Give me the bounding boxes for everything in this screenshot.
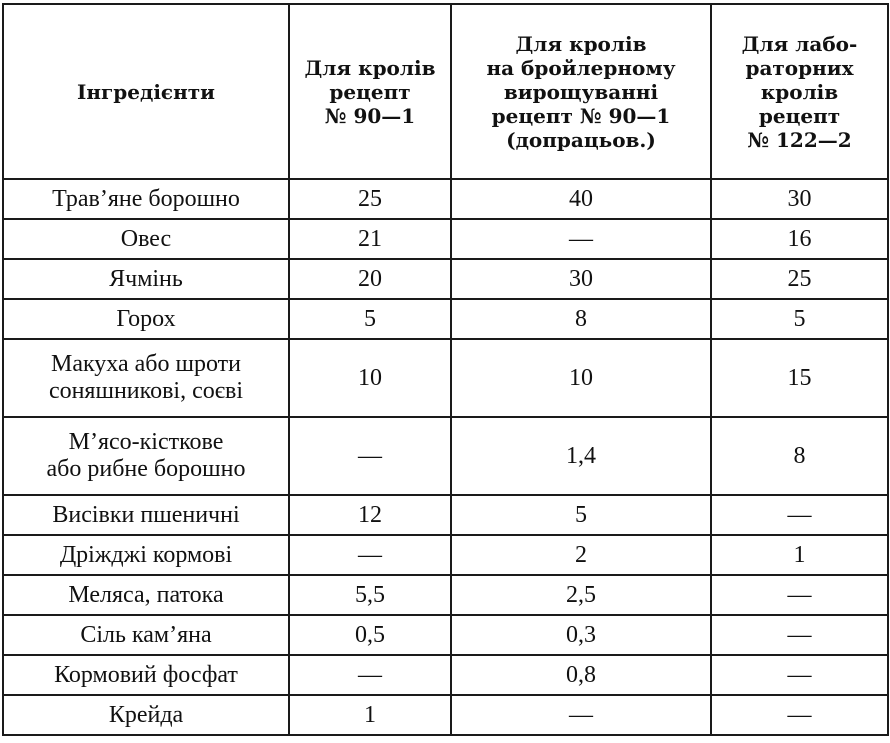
recipe-122-2-value: — [711, 695, 888, 735]
recipe-122-2-value: — [711, 575, 888, 615]
ingredient-name: Трав’яне борошно [3, 179, 289, 219]
table-row [3, 417, 888, 495]
ingredient-name: Крейда [3, 695, 289, 735]
recipe-90-1-broiler-value: 30 [451, 259, 711, 299]
recipe-90-1-value: — [289, 535, 451, 575]
ingredient-name: Висівки пшеничні [3, 495, 289, 535]
recipe-122-2-value: 30 [711, 179, 888, 219]
recipe-90-1-broiler-value: — [451, 695, 711, 735]
recipe-90-1-broiler-value: — [451, 219, 711, 259]
recipe-90-1-broiler-value: 1,4 [451, 417, 711, 495]
recipe-122-2-value: 5 [711, 299, 888, 339]
ingredient-name: Макуха або шроти соняшникові, соєві [3, 339, 289, 417]
table-row [3, 575, 888, 615]
recipe-90-1-value: 0,5 [289, 615, 451, 655]
header-recipe-122-2: Для лабо- раторних кролів рецепт № 122—2 [711, 4, 888, 179]
recipe-90-1-broiler-value: 5 [451, 495, 711, 535]
table-row [3, 535, 888, 575]
recipe-90-1-value: 10 [289, 339, 451, 417]
recipe-122-2-value: 25 [711, 259, 888, 299]
header-recipe-90-1: Для кролів рецепт № 90—1 [289, 4, 451, 179]
table-header [3, 4, 888, 179]
ingredient-name: Сіль кам’яна [3, 615, 289, 655]
recipe-122-2-value: — [711, 615, 888, 655]
table-body [3, 179, 888, 735]
ingredient-name: М’ясо-кісткове або рибне борошно [3, 417, 289, 495]
recipe-90-1-broiler-value: 0,3 [451, 615, 711, 655]
recipe-90-1-value: 25 [289, 179, 451, 219]
recipe-122-2-value: 15 [711, 339, 888, 417]
recipe-122-2-value: 8 [711, 417, 888, 495]
table-row [3, 615, 888, 655]
recipe-90-1-value: 5,5 [289, 575, 451, 615]
recipe-122-2-value: — [711, 655, 888, 695]
header-ingredients: Інгредієнти [3, 4, 289, 179]
table-row [3, 655, 888, 695]
ingredient-name: Кормовий фосфат [3, 655, 289, 695]
header-row [3, 4, 888, 179]
recipe-90-1-broiler-value: 2 [451, 535, 711, 575]
recipe-table [2, 3, 889, 736]
table-row [3, 495, 888, 535]
ingredient-name: Горох [3, 299, 289, 339]
table-row [3, 695, 888, 735]
recipe-90-1-value: — [289, 417, 451, 495]
recipe-122-2-value: — [711, 495, 888, 535]
ingredient-name: Овес [3, 219, 289, 259]
recipe-90-1-broiler-value: 2,5 [451, 575, 711, 615]
recipe-90-1-value: 5 [289, 299, 451, 339]
recipe-90-1-value: 1 [289, 695, 451, 735]
ingredient-name: Меляса, патока [3, 575, 289, 615]
header-recipe-90-1-broiler: Для кролів на бройлерному вирощуванні рецепт № 90—1 (допрацьов.) [451, 4, 711, 179]
recipe-122-2-value: 1 [711, 535, 888, 575]
recipe-90-1-broiler-value: 40 [451, 179, 711, 219]
recipe-90-1-broiler-value: 10 [451, 339, 711, 417]
ingredient-name: Ячмінь [3, 259, 289, 299]
table-row [3, 219, 888, 259]
recipe-90-1-broiler-value: 0,8 [451, 655, 711, 695]
recipe-90-1-value: 20 [289, 259, 451, 299]
recipe-90-1-broiler-value: 8 [451, 299, 711, 339]
recipe-90-1-value: 12 [289, 495, 451, 535]
recipe-90-1-value: 21 [289, 219, 451, 259]
table-row [3, 179, 888, 219]
table-row [3, 259, 888, 299]
recipe-90-1-value: — [289, 655, 451, 695]
table-row [3, 299, 888, 339]
table-row [3, 339, 888, 417]
recipe-122-2-value: 16 [711, 219, 888, 259]
ingredient-name: Дріжджі кормові [3, 535, 289, 575]
